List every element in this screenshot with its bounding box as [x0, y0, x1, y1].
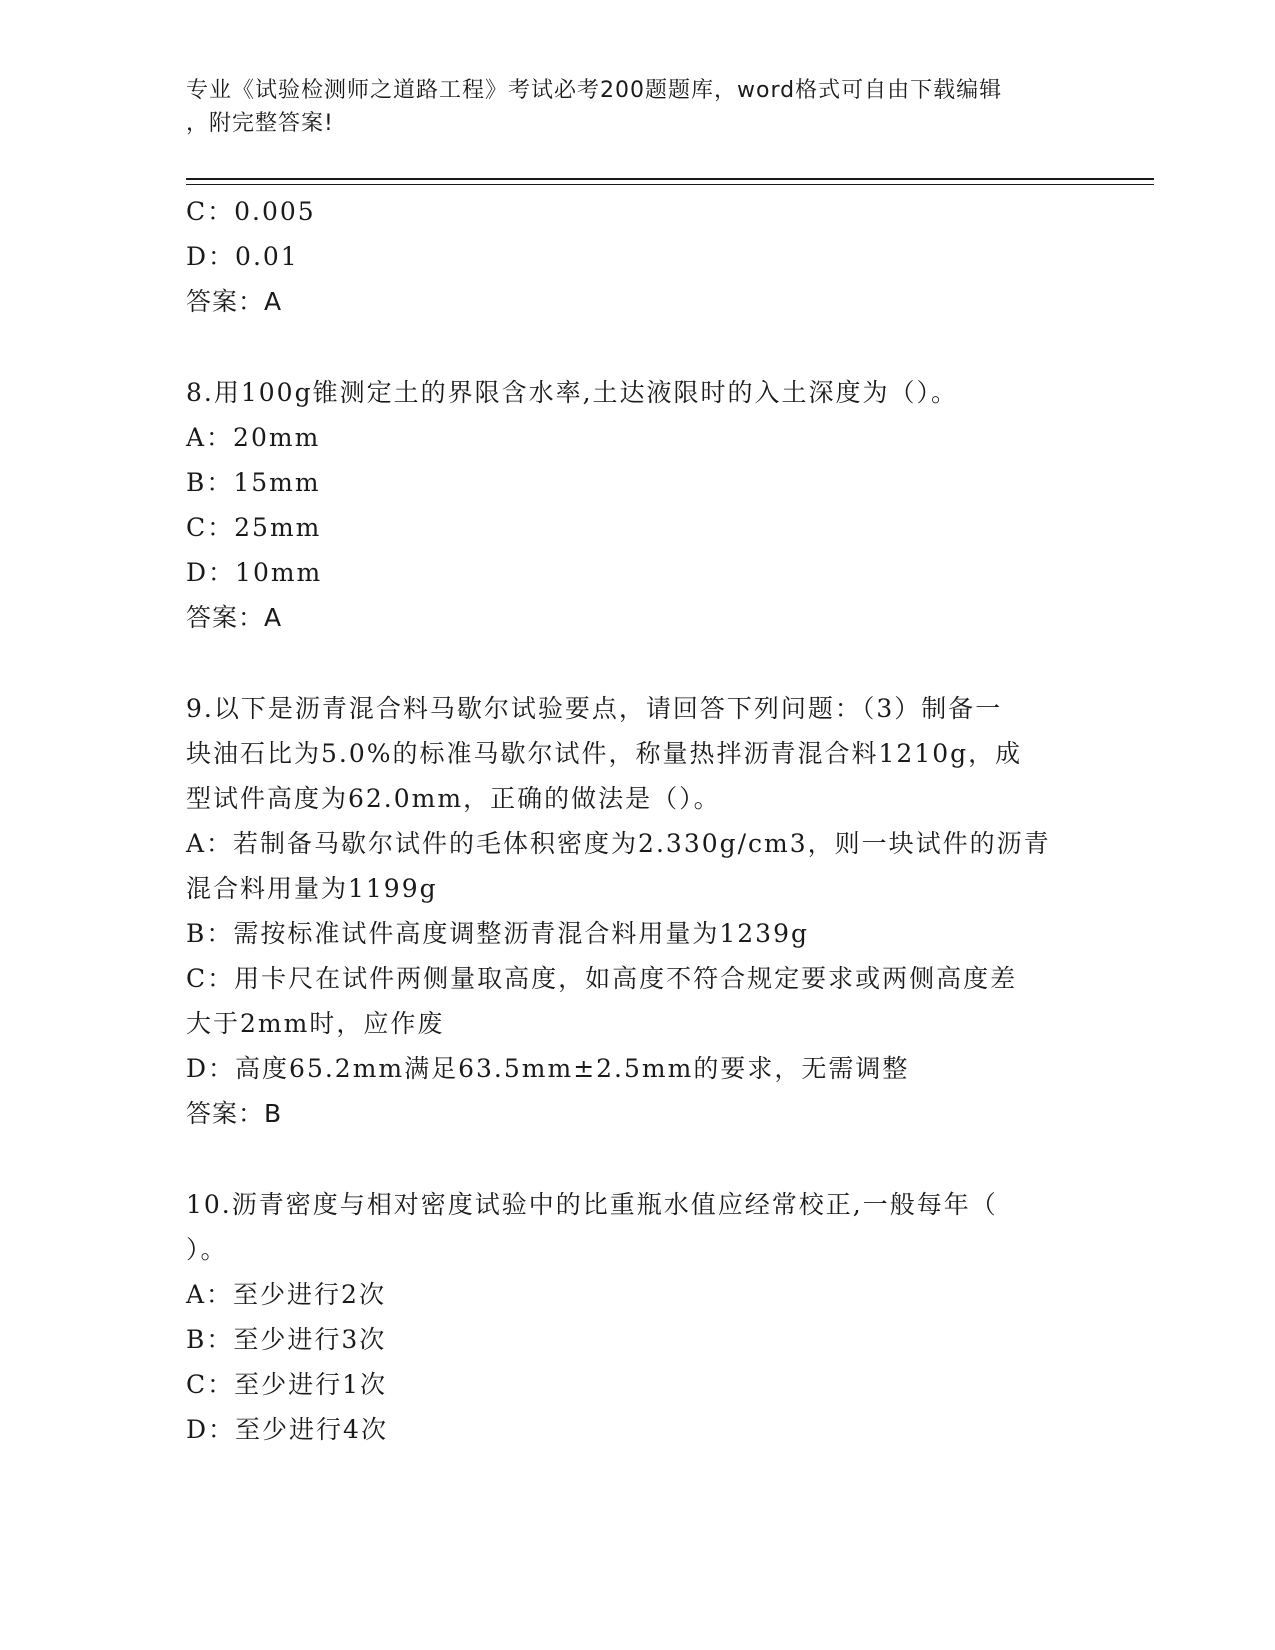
- header-title-line-1: 专业《试验检测师之道路工程》考试必考200题题库，word格式可自由下载编辑: [186, 78, 1003, 103]
- option-c: C：0.005: [186, 197, 316, 226]
- header-divider-thick: [186, 178, 1154, 180]
- option-d: D：10mm: [186, 558, 323, 587]
- option-b: B：至少进行3次: [186, 1325, 387, 1354]
- spacer: [186, 1136, 1086, 1182]
- question-stem-line-1: 9.以下是沥青混合料马歇尔试验要点，请回答下列问题：（3）制备一: [186, 694, 1003, 723]
- question-stem: 8.用100g锥测定土的界限含水率,土达液限时的入土深度为（）。: [186, 378, 959, 407]
- option-d: D：0.01: [186, 242, 299, 271]
- option-c-line-1: C：用卡尺在试件两侧量取高度，如高度不符合规定要求或两侧高度差: [186, 964, 1018, 993]
- answer-label: 答案：A: [186, 603, 283, 632]
- option-c-line-2: 大于2mm时，应作废: [186, 1009, 445, 1038]
- option-b: B：15mm: [186, 468, 321, 497]
- spacer: [186, 324, 1086, 370]
- question-stem-line-1: 10.沥青密度与相对密度试验中的比重瓶水值应经常校正,一般每年（: [186, 1190, 998, 1219]
- option-c: C：25mm: [186, 513, 322, 542]
- answer-label: 答案：A: [186, 287, 283, 316]
- question-stem-line-2: 块油石比为5.0%的标准马歇尔试件，称量热拌沥青混合料1210g，成: [186, 739, 1023, 768]
- question-9: [186, 686, 1086, 1136]
- question-stem-line-3: 型试件高度为62.0mm，正确的做法是（）。: [186, 784, 721, 813]
- option-c: C：至少进行1次: [186, 1370, 388, 1399]
- question-8: [186, 370, 1086, 640]
- answer-label: 答案：B: [186, 1099, 283, 1128]
- option-a-line-1: A：若制备马歇尔试件的毛体积密度为2.330g/cm3，则一块试件的沥青: [186, 829, 1051, 858]
- option-a: A：20mm: [186, 423, 321, 452]
- question-stem-line-2: ）。: [186, 1235, 228, 1264]
- header-title-line-2: ，附完整答案!: [186, 111, 334, 136]
- option-d: D：高度65.2mm满足63.5mm±2.5mm的要求，无需调整: [186, 1054, 910, 1083]
- option-b: B：需按标准试件高度调整沥青混合料用量为1239g: [186, 919, 809, 948]
- spacer: [186, 640, 1086, 686]
- question-list: [186, 189, 1086, 1452]
- option-a-line-2: 混合料用量为1199g: [186, 874, 438, 903]
- header-divider-thin: [186, 184, 1154, 185]
- option-a: A：至少进行2次: [186, 1280, 386, 1309]
- option-d: D：至少进行4次: [186, 1415, 388, 1444]
- question-10: [186, 1182, 1086, 1452]
- question-7-continued: [186, 189, 1086, 324]
- document-header: [186, 74, 1066, 140]
